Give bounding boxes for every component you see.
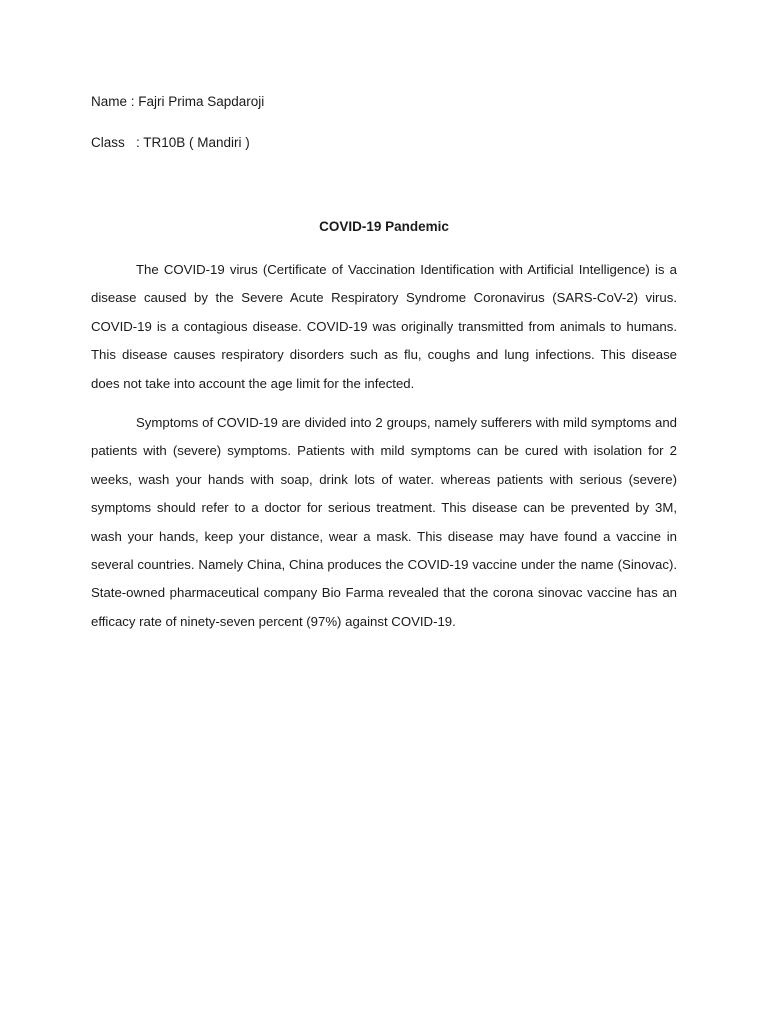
student-name-line: Name : Fajri Prima Sapdaroji bbox=[91, 94, 265, 109]
document-title: COVID-19 Pandemic bbox=[319, 219, 449, 234]
document-body bbox=[91, 256, 677, 647]
paragraph-1: The COVID-19 virus (Certificate of Vaccination Identification with Artificial Intelligence) is a disease caused by the Severe Acute Respiratory Syndrome Coronavirus (SARS-CoV-2) virus. COVID-19 is a contagious disease. COVID-19 was originally transmitted from animals to humans. This disease causes respiratory disorders such as flu, coughs and lung infections. This disease does not take into account the age limit for the infected. bbox=[91, 262, 677, 391]
paragraph-2: Symptoms of COVID-19 are divided into 2 groups, namely sufferers with mild symptoms and patients with (severe) symptoms. Patients with mild symptoms can be cured with isolation for 2 weeks, wash your hands with soap, drink lots of water. whereas patients with serious (severe) symptoms should refer to a doctor for serious treatment. This disease can be prevented by 3M, wash your hands, keep your distance, wear a mask. This disease may have found a vaccine in several countries. Namely China, China produces the COVID-19 vaccine under the name (Sinovac). State-owned pharmaceutical company Bio Farma revealed that the corona sinovac vaccine has an efficacy rate of ninety-seven percent (97%) against COVID-19. bbox=[91, 415, 677, 629]
student-class-line: Class : TR10B ( Mandiri ) bbox=[91, 135, 250, 150]
